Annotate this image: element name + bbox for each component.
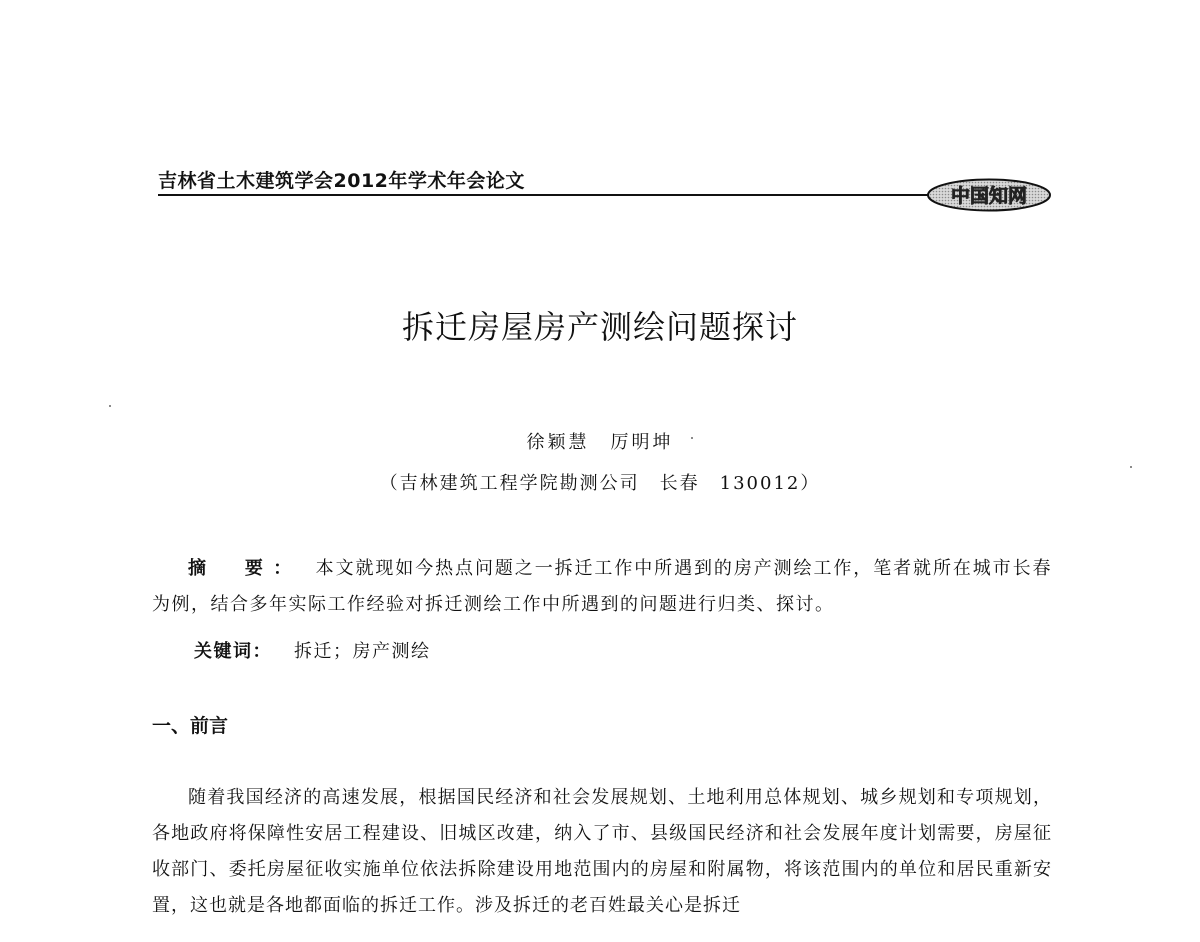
paper-title: 拆迁房屋房产测绘问题探讨	[401, 308, 798, 346]
paper-affiliation: （吉林建筑工程学院勘测公司 长春 130012）	[379, 473, 821, 494]
seal-text: 中国知网	[950, 185, 1028, 207]
scan-speck	[109, 405, 111, 407]
keywords	[194, 637, 431, 663]
abstract-text: 本文就现如今热点问题之一拆迁工作中所遇到的房产测绘工作，笔者就所在城市长春为例，结合多年实际工作经验对拆迁测绘工作中所遇到的问题进行归类、探讨。	[152, 558, 1053, 615]
abstract	[152, 551, 1052, 623]
keywords-text: 拆迁；房产测绘	[294, 641, 431, 662]
keywords-label: 关键词：	[194, 641, 272, 662]
section-heading-preface: 一、前言	[152, 715, 229, 737]
running-header: 吉林省土木建筑学会2012年学术年会论文	[158, 170, 525, 192]
header-rule	[158, 194, 930, 196]
scan-speck	[691, 437, 693, 439]
abstract-label: 摘 要：	[188, 558, 302, 579]
cnki-seal-logo	[926, 178, 1052, 212]
paper-authors: 徐颖慧 厉明坤	[526, 432, 674, 453]
body-paragraph: 随着我国经济的高速发展，根据国民经济和社会发展规划、土地利用总体规划、城乡规划和专项规划，各地政府将保障性安居工程建设、旧城区改建，纳入了市、县级国民经济和社会发展年度计划需要，房屋征收部门、委托房屋征收实施单位依法拆除建设用地范围内的房屋和附属物，将该范围内的单位和居民重新安置，这也就是各地都面临的拆迁工作。涉及拆迁的老百姓最关心是拆迁	[152, 787, 1052, 916]
scan-speck	[1130, 466, 1132, 468]
